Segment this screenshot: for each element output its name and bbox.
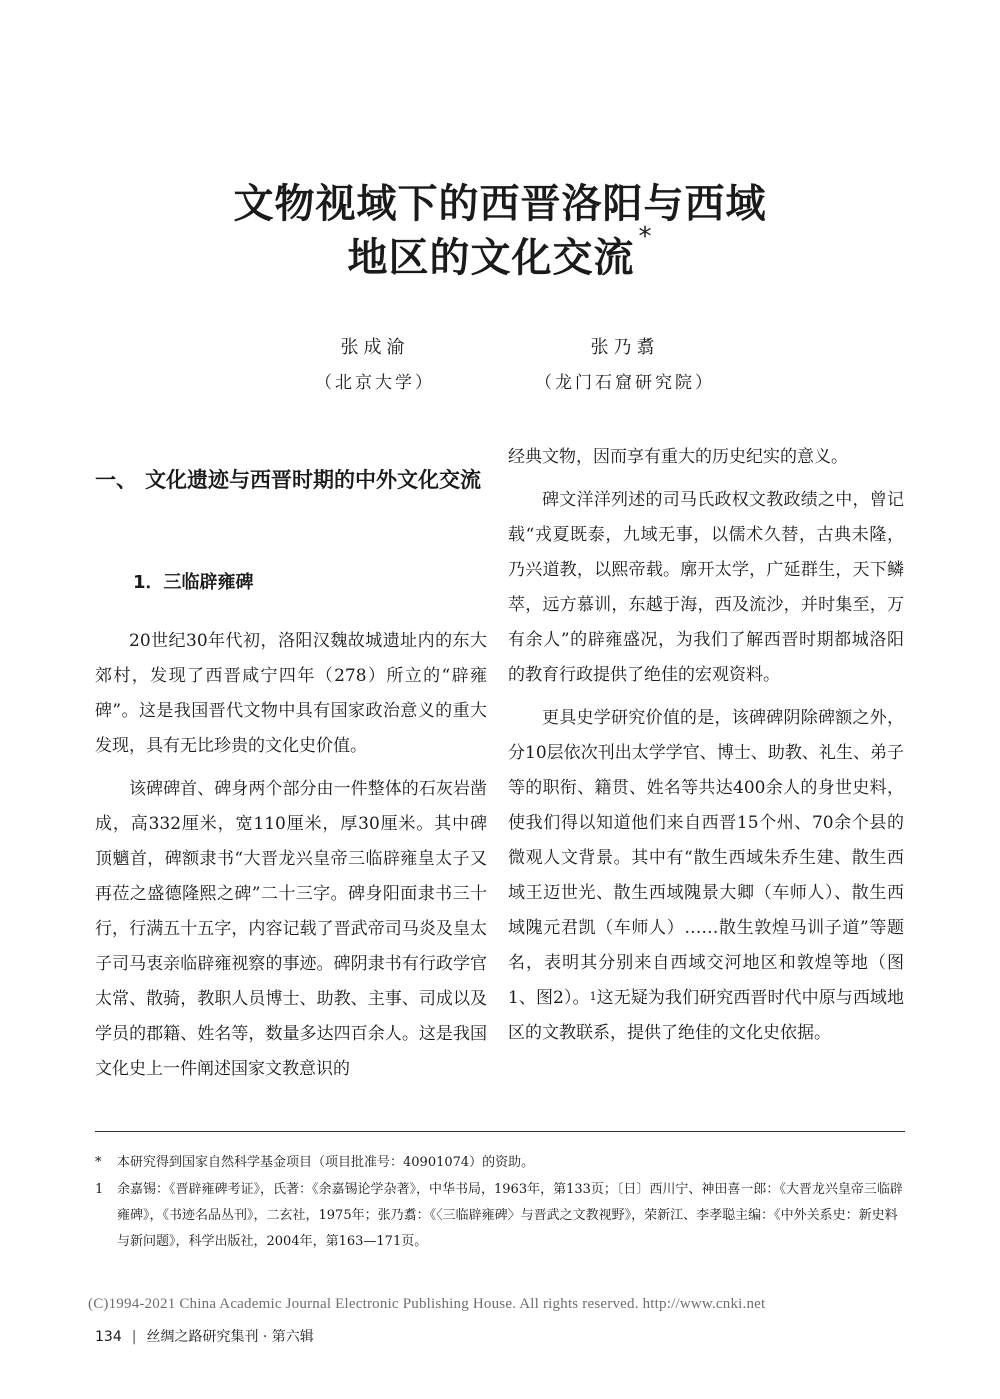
copyright-watermark: (C)1994-2021 China Academic Journal Electronic Publishing House. All rights reserved. http://www.cnki.net [88,1296,766,1312]
right-column [508,440,904,1059]
article-title-text: 地区的文化交流 [347,235,635,281]
footnote-text: 本研究得到国家自然科学基金项目（项目批准号：40901074）的资助。 [117,1155,535,1170]
body-paragraph: 20世纪30年代初，洛阳汉魏故城遗址内的东大郊村，发现了西晋咸宁四年（278）所立的“辟雍碑”。这是我国晋代文物中具有国家政治意义的重大发现，具有无比珍贵的文化史价值。 [95,631,487,756]
paragraph-text: 这无疑为我们研究西晋时代中原与西域地区的文教联系，提供了绝佳的文化史依据。 [508,988,905,1043]
author-name-2: 张乃翥 [590,337,660,358]
paragraph-text: 更具史学研究价值的是，该碑碑阴除碑额之外，分10层依次刊出太学学官、博士、助教、礼生、弟子等的职衔、籍贯、姓名等共达400余人的身世史料，使我们得以知道他们来自西晋15个州、70余个县的微观人文背景。其中有“散生西域朱乔生建、散生西域王迈世光、散生西域隗景大卿（车师人）、散生西域隗元君凯（车师人）……散生敦煌马训子道”等题名，表明其分别来自西域交河地区和敦煌等地（图1、图2）。 [508,708,904,1008]
body-paragraph [508,701,904,1051]
subsection-heading: 1．三临辟雍碑 [133,572,254,593]
page-number: 134 [95,1329,122,1345]
section-number: 一、 [95,468,137,492]
author-affiliation-1: （北京大学） [315,373,435,393]
article-title-line-2 [0,222,1000,283]
page-footer [95,1326,314,1346]
author-name-1: 张成渝 [340,337,410,358]
footnote-text: 余嘉锡：《晋辟雍碑考证》，氏著：《余嘉锡论学杂著》，中华书局，1963年，第133页；〔日〕西川宁、神田喜一郎：《大晋龙兴皇帝三临辟雍碑》，《书迹名品丛刊》，二玄社，1975年；张乃翥：《〈三临辟雍碑〉与晋武之文教视野》，荣新江、李孝聪主编：《中外关系史：新史料与新问题》，科学出版社，2004年，第163—171页。 [117,1182,903,1249]
journal-name: 丝绸之路研究集刊 · 第六辑 [146,1329,314,1345]
footnote-mark: 1 [95,1182,104,1197]
section-heading [95,460,490,500]
footnote-reference[interactable]: 1 [589,990,597,1003]
title-footnote-mark[interactable]: * [638,222,653,252]
article-title-line-1: 文物视域下的西晋洛阳与西域 [233,181,767,227]
footnote [95,1150,905,1176]
author-affiliation-2: （龙门石窟研究院） [535,373,715,393]
body-paragraph: 该碑碑首、碑身两个部分由一件整体的石灰岩凿成，高332厘米，宽110厘米，厚30厘米。其中碑顶魑首，碑额隶书“大晋龙兴皇帝三临辟雍皇太子又再莅之盛德隆熙之碑”二十三字。碑身阳面隶书三十行，行满五十五字，内容记载了晋武帝司马炎及皇太子司马衷亲临辟雍视察的事迹。碑阴隶书有行政学官太常、散骑，教职人员博士、助教、主事、司成以及学员的郡籍、姓名等，数量多达四百余人。这是我国文化史上一件阐述国家文教意识的 [95,779,487,1079]
body-paragraph: 碑文洋洋列述的司马氏政权文教政绩之中，曾记载“戎夏既泰，九域无事，以儒术久替，古典未隆，乃兴道教，以熙帝载。廓开太学，广延群生，天下鳞萃，远方慕训，东越于海，西及流沙，并时集至，万有余人”的辟雍盛况，为我们了解西晋时期都城洛阳的教育行政提供了绝佳的宏观资料。 [508,490,904,685]
footnote-divider [95,1131,905,1132]
continued-paragraph: 经典文物，因而享有重大的历史纪实的意义。 [508,447,848,467]
footer-separator: | [131,1329,137,1345]
footnote-mark: * [95,1155,102,1170]
footnote [95,1177,905,1255]
left-column [95,624,487,1095]
section-heading-text: 文化遗迹与西晋时期的中外文化交流 [145,468,481,492]
